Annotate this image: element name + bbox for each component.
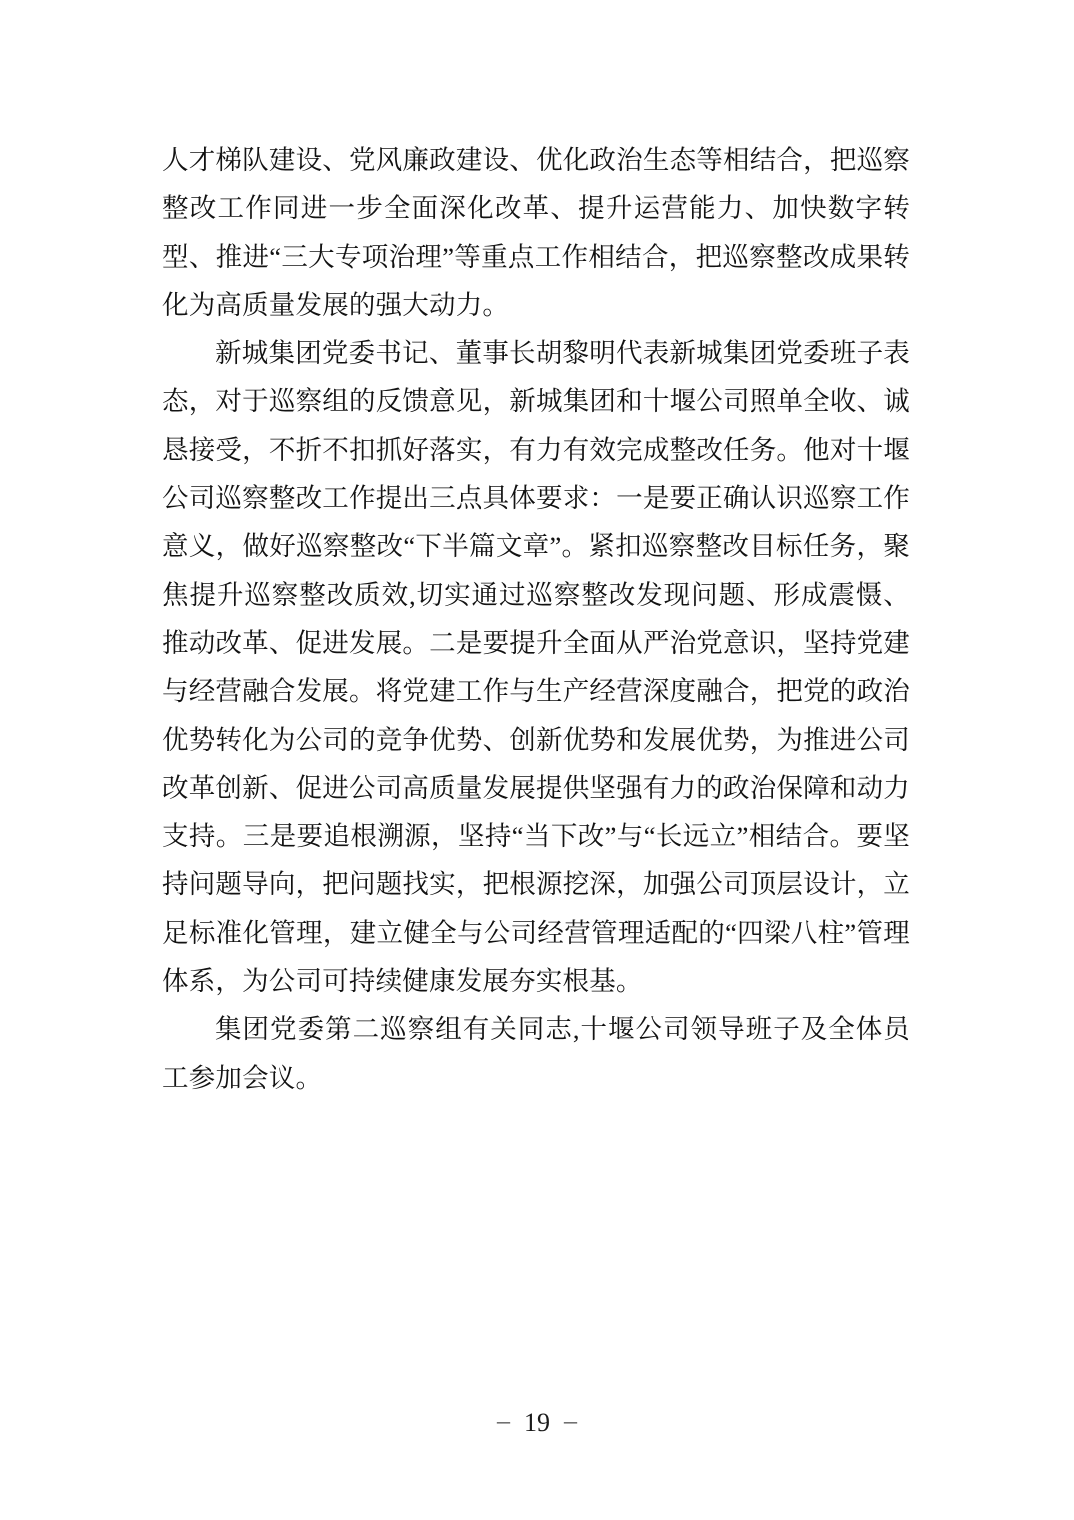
- footer-dash-right: –: [564, 1406, 577, 1435]
- paragraph-chairman-remarks: 新城集团党委书记、董事长胡黎明代表新城集团党委班子表态，对于巡察组的反馈意见，新城集团和十堰公司照单全收、诚恳接受，不折不扣抓好落实，有力有效完成整改任务。他对十堰公司巡察整改工作提出三点具体要求：一是要正确认识巡察工作意义，做好巡察整改“下半篇文章”。紧扣巡察整改目标任务，聚焦提升巡察整改质效,切实通过巡察整改发现问题、形成震慑、推动改革、促进发展。二是要提升全面从严治党意识，坚持党建与经营融合发展。将党建工作与生产经营深度融合，把党的政治优势转化为公司的竞争优势、创新优势和发展优势，为推进公司改革创新、促进公司高质量发展提供坚强有力的政治保障和动力支持。三是要追根溯源，坚持“当下改”与“长远立”相结合。要坚持问题导向，把问题找实，把根源挖深，加强公司顶层设计，立足标准化管理，建立健全与公司经营管理适配的“四梁八柱”管理体系，为公司可持续健康发展夯实根基。: [162, 338, 910, 997]
- paragraph-attendees: 集团党委第二巡察组有关同志,十堰公司领导班子及全体员工参加会议。: [162, 1014, 910, 1093]
- page-footer: [0, 1408, 1074, 1438]
- body-text-block: [162, 136, 910, 1102]
- paragraph-continuation: 人才梯队建设、党风廉政建设、优化政治生态等相结合，把巡察整改工作同进一步全面深化改革、提升运营能力、加快数字转型、推进“三大专项治理”等重点工作相结合，把巡察整改成果转化为高质量发展的强大动力。: [162, 145, 910, 320]
- page-number: 19: [524, 1408, 550, 1437]
- footer-dash-left: –: [497, 1406, 510, 1435]
